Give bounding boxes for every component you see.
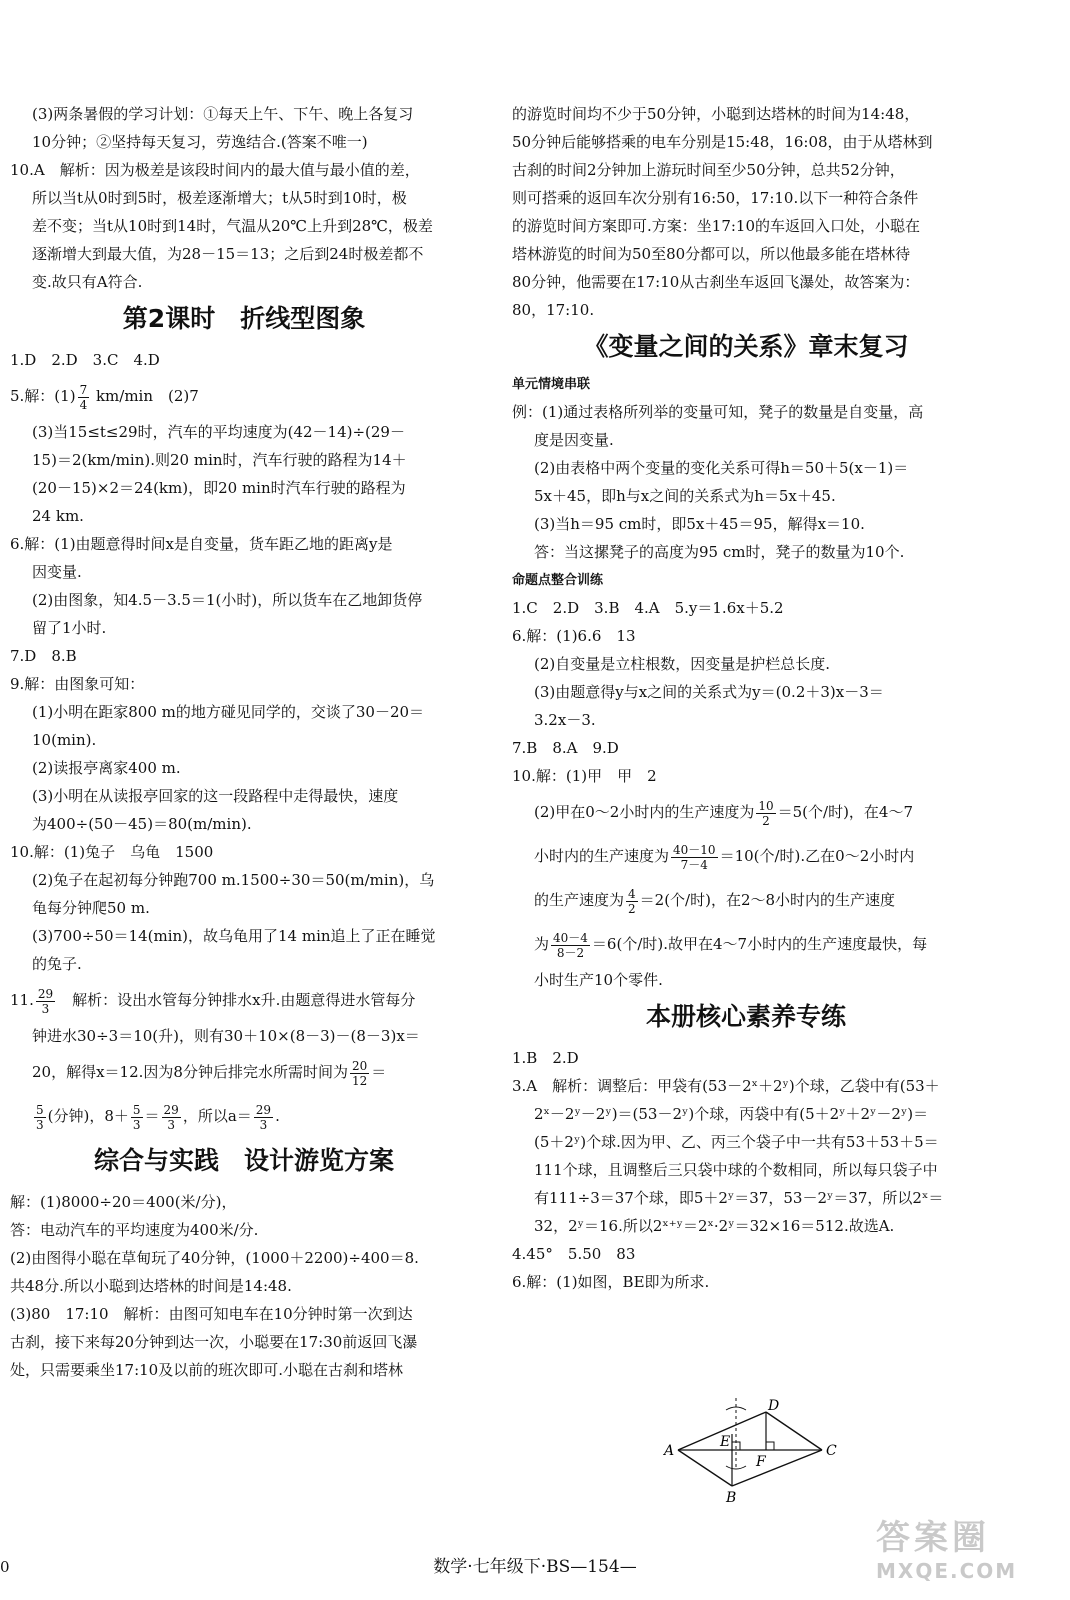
text-line: 古刹，接下来每20分钟到达一次，小聪要在17:30前返回飞瀑 xyxy=(10,1333,418,1351)
text-line: 3.2x－3. xyxy=(534,711,596,729)
text-line: (2)由图象，知4.5－3.5＝1(小时)，所以货车在乙地卸货停 xyxy=(32,591,423,609)
text-line: 所以当t从0时到5时，极差逐渐增大；t从5时到10时，极 xyxy=(32,189,407,207)
text-line: (2)由图得小聪在草甸玩了40分钟，(1000＋2200)÷400＝8. xyxy=(10,1249,419,1267)
text-line: 10.解：(1)兔子 乌龟 1500 xyxy=(10,843,214,861)
text-line: 小时生产10个零件. xyxy=(534,971,663,989)
text-line: 共48分.所以小聪到达塔林的时间是14:48. xyxy=(10,1277,292,1295)
right-angle-mark xyxy=(766,1442,774,1450)
fraction: $\frac{4}{2}$ xyxy=(628,886,636,916)
text-line: 的生产速度为 $\frac{4}{2}$ ＝2(个/时)，在2～8小时内的生产速度 xyxy=(534,886,896,916)
text-line: 塔林游览的时间为50至80分都可以，所以他最多能在塔林待 xyxy=(512,245,911,263)
text-line: 小时内的生产速度为 $\frac{40-10}{7-4}$ ＝10(个/时).乙在0～2小时内 xyxy=(534,842,915,872)
page-footer: 数学·七年级下·BS—154— xyxy=(433,1557,637,1577)
text-line: (3)由题意得y与x之间的关系式为y＝(0.2＋3)x－3＝ xyxy=(534,683,884,701)
text-line: (3)80 17:10 解析：由图可知电车在10分钟时第一次到达 xyxy=(10,1305,413,1323)
page-edge-mark: 0 xyxy=(0,1558,10,1576)
segment-cb xyxy=(732,1450,822,1486)
text-line: 龟每分钟爬50 m. xyxy=(32,899,150,917)
construction-arc xyxy=(726,1407,746,1410)
text-line: 11. $\frac{29}{3}$ 解析：设出水管每分钟排水x升.由题意得进水管每分 xyxy=(10,986,416,1016)
text-line: 留了1小时. xyxy=(32,619,107,637)
text-line: (2)由表格中两个变量的变化关系可得h＝50＋5(x－1)＝ xyxy=(534,459,909,477)
text-line: 9.解：由图象可知： xyxy=(10,675,145,693)
label-b: B xyxy=(726,1490,737,1506)
text-line: 差不变；当t从10时到14时，气温从20℃上升到28℃，极差 xyxy=(32,217,433,235)
text-line: 6.解：(1)如图，BE即为所求. xyxy=(512,1273,710,1291)
text-line: 7.D 8.B xyxy=(10,647,77,665)
text-line: 因变量. xyxy=(32,563,82,581)
text-line: 10(min). xyxy=(32,731,97,749)
watermark-bottom-text: MXQE.COM xyxy=(876,1559,1018,1583)
text-line: 32，2ʸ＝16.所以2ˣ⁺ʸ＝2ˣ·2ʸ＝32×16＝512.故选A. xyxy=(534,1217,895,1235)
text-line: $\frac{5}{3}$ (分钟)，8＋ $\frac{5}{3}$ ＝ $\frac{29}{3}$ ，所以a＝ $\frac{29}{3}$ . xyxy=(36,1102,280,1132)
text-line: 6.解：(1)6.6 13 xyxy=(512,627,636,645)
watermark-logo xyxy=(876,1510,1046,1582)
subsection-heading: 单元情境串联 xyxy=(512,377,591,392)
text-line: (3)当15≤t≤29时，汽车的平均速度为(42－14)÷(29－ xyxy=(32,423,405,441)
text-line: (2)兔子在起初每分钟跑700 m.1500÷30＝50(m/min)，乌 xyxy=(32,871,435,889)
text-line: 80分钟，他需要在17:10从古刹坐车返回飞瀑处，故答案为： xyxy=(512,273,920,291)
label-d: D xyxy=(768,1398,780,1414)
label-e: E xyxy=(720,1434,731,1450)
section-heading: 《变量之间的关系》章末复习 xyxy=(583,332,909,361)
fraction: $\frac{5}{3}$ xyxy=(132,1102,141,1132)
text-line: 变.故只有A符合. xyxy=(32,273,143,291)
text-line: 3.A 解析：调整后：甲袋有(53－2ˣ＋2ʸ)个球，乙袋中有(53＋ xyxy=(512,1077,940,1095)
fraction: $\frac{5}{3}$ xyxy=(36,1102,44,1132)
text-line: 6.解：(1)由题意得时间x是自变量，货车距乙地的距离y是 xyxy=(10,535,393,553)
text-line: 古刹的时间2分钟加上游玩时间至少50分钟，总共52分钟， xyxy=(512,161,905,179)
text-line: 处，只需要乘坐17:10及以前的班次即可.小聪在古刹和塔林 xyxy=(10,1361,403,1379)
text-line: 为400÷(50－45)＝80(m/min). xyxy=(32,815,252,833)
text-line: 则可搭乘的返回车次分别有16:50，17:10.以下一种符合条件 xyxy=(512,189,919,207)
text-line: 度是因变量. xyxy=(534,431,614,449)
segment-ba xyxy=(678,1450,732,1486)
fraction: $\frac{40-4}{8-2}$ xyxy=(553,930,588,960)
text-line: 2ˣ－2ʸ－2ʸ)＝(53－2ʸ)个球，丙袋中有(5＋2ʸ＋2ʸ－2ʸ)＝ xyxy=(534,1105,929,1123)
text-line: 答：当这摞凳子的高度为95 cm时，凳子的数量为10个. xyxy=(534,543,905,561)
text-line: (20－15)×2＝24(km)，即20 min时汽车行驶的路程为 xyxy=(32,479,406,497)
text-line: 5.解：(1) $\frac{7}{4}$ km/min (2)7 xyxy=(10,382,199,412)
text-line: 10.A 解析：因为极差是该段时间内的最大值与最小值的差， xyxy=(10,161,420,179)
text-line: 24 km. xyxy=(32,507,84,525)
text-line: 50分钟后能够搭乘的电车分别是15:48，16:08，由于从塔林到 xyxy=(512,133,933,151)
fraction: $\frac{20}{12}$ xyxy=(351,1058,368,1088)
text-line: (1)小明在距家800 m的地方碰见同学的，交谈了30－20＝ xyxy=(32,703,425,721)
text-line: 10.解：(1)甲 甲 2 xyxy=(512,767,657,785)
text-line: 逐渐增大到最大值，为28－15＝13；之后到24时极差都不 xyxy=(32,245,424,263)
text-line: 有111÷3＝37个球，即5＋2ʸ＝37，53－2ʸ＝37，所以2ˣ＝ xyxy=(534,1189,944,1207)
text-line: (3)700÷50＝14(min)，故乌龟用了14 min追上了正在睡觉 xyxy=(32,927,436,945)
fraction: $\frac{40-10}{7-4}$ xyxy=(673,842,716,872)
section-heading: 综合与实践 设计游览方案 xyxy=(93,1146,394,1175)
label-f: F xyxy=(756,1454,766,1470)
section-heading: 第2课时 折线型图象 xyxy=(122,304,366,333)
text-line: (5＋2ʸ)个球.因为甲、乙、丙三个袋子中一共有53＋53＋5＝ xyxy=(534,1133,939,1151)
fraction: $\frac{10}{2}$ xyxy=(758,798,774,828)
text-line: 1.D 2.D 3.C 4.D xyxy=(10,351,160,369)
text-line: (3)当h＝95 cm时，即5x＋45＝95，解得x＝10. xyxy=(534,515,865,533)
text-line: (2)甲在0～2小时内的生产速度为 $\frac{10}{2}$ ＝5(个/时)，在4～7 xyxy=(534,798,914,828)
fraction: $\frac{7}{4}$ xyxy=(79,382,88,412)
text-line: 15)＝2(km/min).则20 min时，汽车行驶的路程为14＋ xyxy=(32,451,407,469)
section-heading: 本册核心素养专练 xyxy=(645,1002,846,1031)
label-a: A xyxy=(664,1443,675,1459)
right-column xyxy=(512,100,980,1296)
text-line: (3)小明在从读报亭回家的这一段路程中走得最快，速度 xyxy=(32,787,399,805)
text-line: 答：电动汽车的平均速度为400米/分. xyxy=(10,1221,259,1239)
text-line: 解：(1)8000÷20＝400(米/分)， xyxy=(10,1193,237,1211)
geometry-figure xyxy=(660,1398,850,1506)
text-line: 7.B 8.A 9.D xyxy=(512,739,619,757)
fraction: $\frac{29}{3}$ xyxy=(163,1102,179,1132)
text-line: 20，解得x＝12.因为8分钟后排完水所需时间为 $\frac{20}{12}$ ＝ xyxy=(32,1058,387,1088)
text-line: (2)自变量是立柱根数，因变量是护栏总长度. xyxy=(534,655,831,673)
text-line: 1.B 2.D xyxy=(512,1049,579,1067)
text-line: 4.45° 5.50 83 xyxy=(512,1245,636,1263)
text-line: (2)读报亭离家400 m. xyxy=(32,759,181,777)
text-line: 例：(1)通过表格所列举的变量可知，凳子的数量是自变量，高 xyxy=(512,403,924,421)
text-line: 80，17:10. xyxy=(512,301,595,319)
text-line: 5x＋45，即h与x之间的关系式为h＝5x＋45. xyxy=(534,487,836,505)
text-line: 钟进水30÷3＝10(升)，则有30＋10×(8－3)－(8－3)x＝ xyxy=(32,1027,420,1045)
fraction: $\frac{29}{3}$ xyxy=(255,1102,272,1132)
fraction: $\frac{29}{3}$ xyxy=(37,986,54,1016)
text-line: 1.C 2.D 3.B 4.A 5.y＝1.6x＋5.2 xyxy=(512,599,784,617)
text-line: 为 $\frac{40-4}{8-2}$ ＝6(个/时).故甲在4～7小时内的生产速度最快，每 xyxy=(534,930,928,960)
text-line: 111个球，且调整后三只袋中球的个数相同，所以每只袋子中 xyxy=(534,1161,938,1179)
text-line: 的游览时间均不少于50分钟，小聪到达塔林的时间为14:48， xyxy=(512,105,920,123)
watermark-top-text: 答案圈 xyxy=(876,1518,990,1558)
text-line: (3)两条暑假的学习计划：①每天上午、下午、晚上各复习 xyxy=(32,105,414,123)
label-c: C xyxy=(826,1443,837,1459)
text-line: 的兔子. xyxy=(32,955,82,973)
left-column xyxy=(10,100,478,1384)
text-line: 的游览时间方案即可.方案：坐17:10的车返回入口处，小聪在 xyxy=(512,217,920,235)
subsection-heading: 命题点整合训练 xyxy=(512,573,604,588)
text-line: 10分钟；②坚持每天复习，劳逸结合.(答案不唯一) xyxy=(32,133,368,151)
